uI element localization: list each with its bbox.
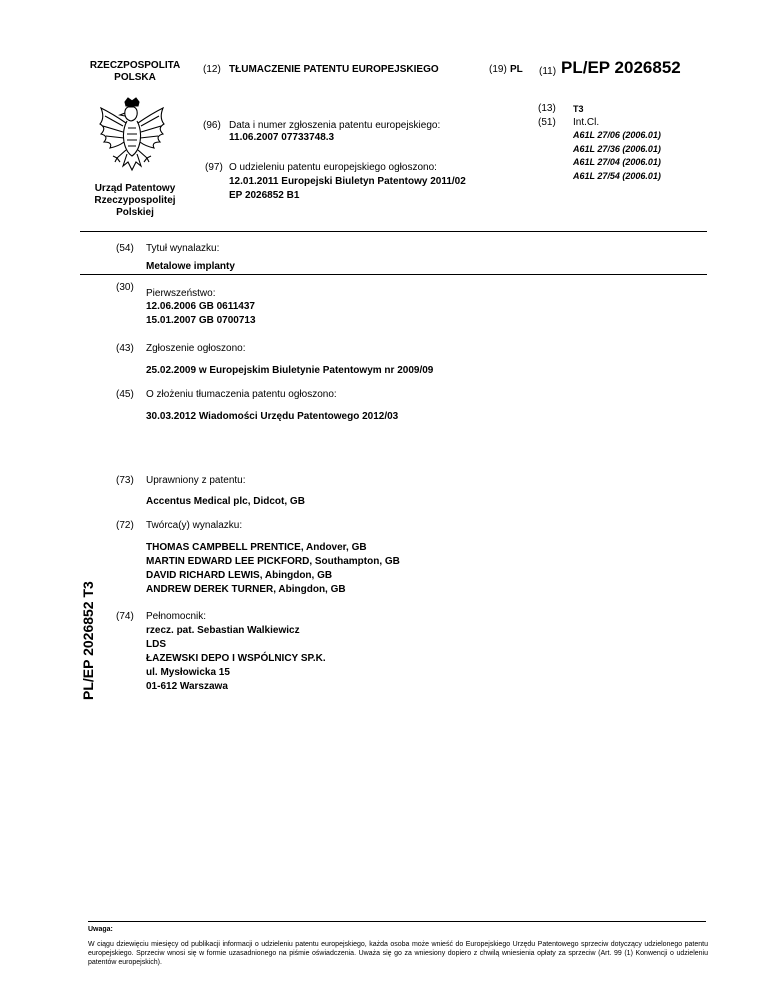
grant-value-bulletin: 12.01.2011 Europejski Biuletyn Patentowy 2011/02 xyxy=(229,176,466,187)
priority-list xyxy=(146,300,256,328)
translation-value: 30.03.2012 Wiadomości Urzędu Patentowego 2012/03 xyxy=(146,411,399,422)
code-30: (30) xyxy=(116,282,134,293)
country-line1: RZECZPOSPOLITA xyxy=(89,60,181,71)
inventor-label: Twórca(y) wynalazku: xyxy=(146,520,243,531)
polish-eagle-emblem xyxy=(95,96,169,176)
kind-code: T3 xyxy=(573,104,584,114)
attorney-line: ul. Mysłowicka 15 xyxy=(146,667,230,678)
ipc-class: A61L 27/06 (2006.01) xyxy=(573,130,661,140)
inventor-entry: DAVID RICHARD LEWIS, Abingdon, GB xyxy=(146,570,333,581)
owner-value: Accentus Medical plc, Didcot, GB xyxy=(146,496,305,507)
title-label: Tytuł wynalazku: xyxy=(146,243,220,254)
attorney-line: ŁAZEWSKI DEPO I WSPÓLNICY SP.K. xyxy=(146,653,326,664)
inventor-list xyxy=(146,541,400,597)
footer-divider xyxy=(88,921,706,922)
application-publication-value: 25.02.2009 w Europejskim Biuletynie Patentowym nr 2009/09 xyxy=(146,365,434,376)
priority-entry: 12.06.2006 GB 0611437 xyxy=(146,301,255,312)
application-publication-label: Zgłoszenie ogłoszono: xyxy=(146,343,246,354)
grant-value-number: EP 2026852 B1 xyxy=(229,190,300,201)
country-line2: POLSKA xyxy=(114,72,156,83)
attorney-label: Pełnomocnik: xyxy=(146,611,207,622)
code-12: (12) xyxy=(203,64,221,75)
intcl-label: Int.Cl. xyxy=(573,117,600,128)
code-11: (11) xyxy=(539,66,557,77)
patent-office-name xyxy=(80,183,190,219)
ipc-class: A61L 27/54 (2006.01) xyxy=(573,170,661,181)
country-code: PL xyxy=(510,64,523,75)
inventor-entry: ANDREW DEREK TURNER, Abingdon, GB xyxy=(146,584,346,595)
priority-label: Pierwszeństwo: xyxy=(146,288,216,299)
grant-label: O udzieleniu patentu europejskiego ogłoszono: xyxy=(229,162,437,173)
office-line2: Rzeczypospolitej xyxy=(94,195,176,206)
attorney-line: 01-612 Warszawa xyxy=(146,681,228,692)
ipc-classification-list xyxy=(573,129,661,183)
side-patent-label: PL/EP 2026852 T3 xyxy=(80,581,96,700)
code-72: (72) xyxy=(116,520,134,531)
priority-entry: 15.01.2007 GB 0700713 xyxy=(146,315,256,326)
title-divider xyxy=(80,274,707,275)
attorney-block xyxy=(146,624,326,694)
ipc-class: A61L 27/04 (2006.01) xyxy=(573,157,661,167)
header-divider xyxy=(80,231,707,232)
code-19: (19) xyxy=(489,64,507,75)
office-line1: Urząd Patentowy xyxy=(94,183,176,194)
office-line3: Polskiej xyxy=(116,207,154,218)
ipc-class: A61L 27/36 (2006.01) xyxy=(573,143,661,154)
attorney-line: rzecz. pat. Sebastian Walkiewicz xyxy=(146,625,300,636)
document-type: TŁUMACZENIE PATENTU EUROPEJSKIEGO xyxy=(229,64,439,75)
invention-title: Metalowe implanty xyxy=(146,261,235,272)
code-97: (97) xyxy=(205,162,223,173)
note-label: Uwaga: xyxy=(88,926,113,933)
code-43: (43) xyxy=(116,343,134,354)
inventor-entry: THOMAS CAMPBELL PRENTICE, Andover, GB xyxy=(146,542,367,553)
code-74: (74) xyxy=(116,611,134,622)
attorney-line: LDS xyxy=(146,639,166,650)
patent-number: PL/EP 2026852 xyxy=(561,58,681,77)
country-name xyxy=(85,60,185,84)
code-96: (96) xyxy=(203,120,221,131)
note-text: W ciągu dziewięciu miesięcy od publikacji informacji o udzieleniu patentu europejskiego, każda osoba może wnieść do Europejskiego Urzędu Patentowego sprzeciw dotyczący udzielonego patentu europejskiego. Sprzeciw wnosi się w formie uzasadnionego na piśmie oświadczenia. Uważa się go za wniesiony dopiero z chwilą wniesienia opłaty za sprzeciw (Art. 99 (1) Konwencji o udzieleniu patentów europejskich). xyxy=(88,941,708,966)
code-54: (54) xyxy=(116,243,134,254)
application-label: Data i numer zgłoszenia patentu europejskiego: xyxy=(229,120,441,131)
application-value: 11.06.2007 07733748.3 xyxy=(229,132,335,143)
inventor-entry: MARTIN EDWARD LEE PICKFORD, Southampton, GB xyxy=(146,556,400,567)
code-51: (51) xyxy=(538,117,556,128)
owner-label: Uprawniony z patentu: xyxy=(146,475,246,486)
code-13: (13) xyxy=(538,103,556,114)
translation-label: O złożeniu tłumaczenia patentu ogłoszono: xyxy=(146,389,337,400)
code-45: (45) xyxy=(116,389,134,400)
code-73: (73) xyxy=(116,475,134,486)
